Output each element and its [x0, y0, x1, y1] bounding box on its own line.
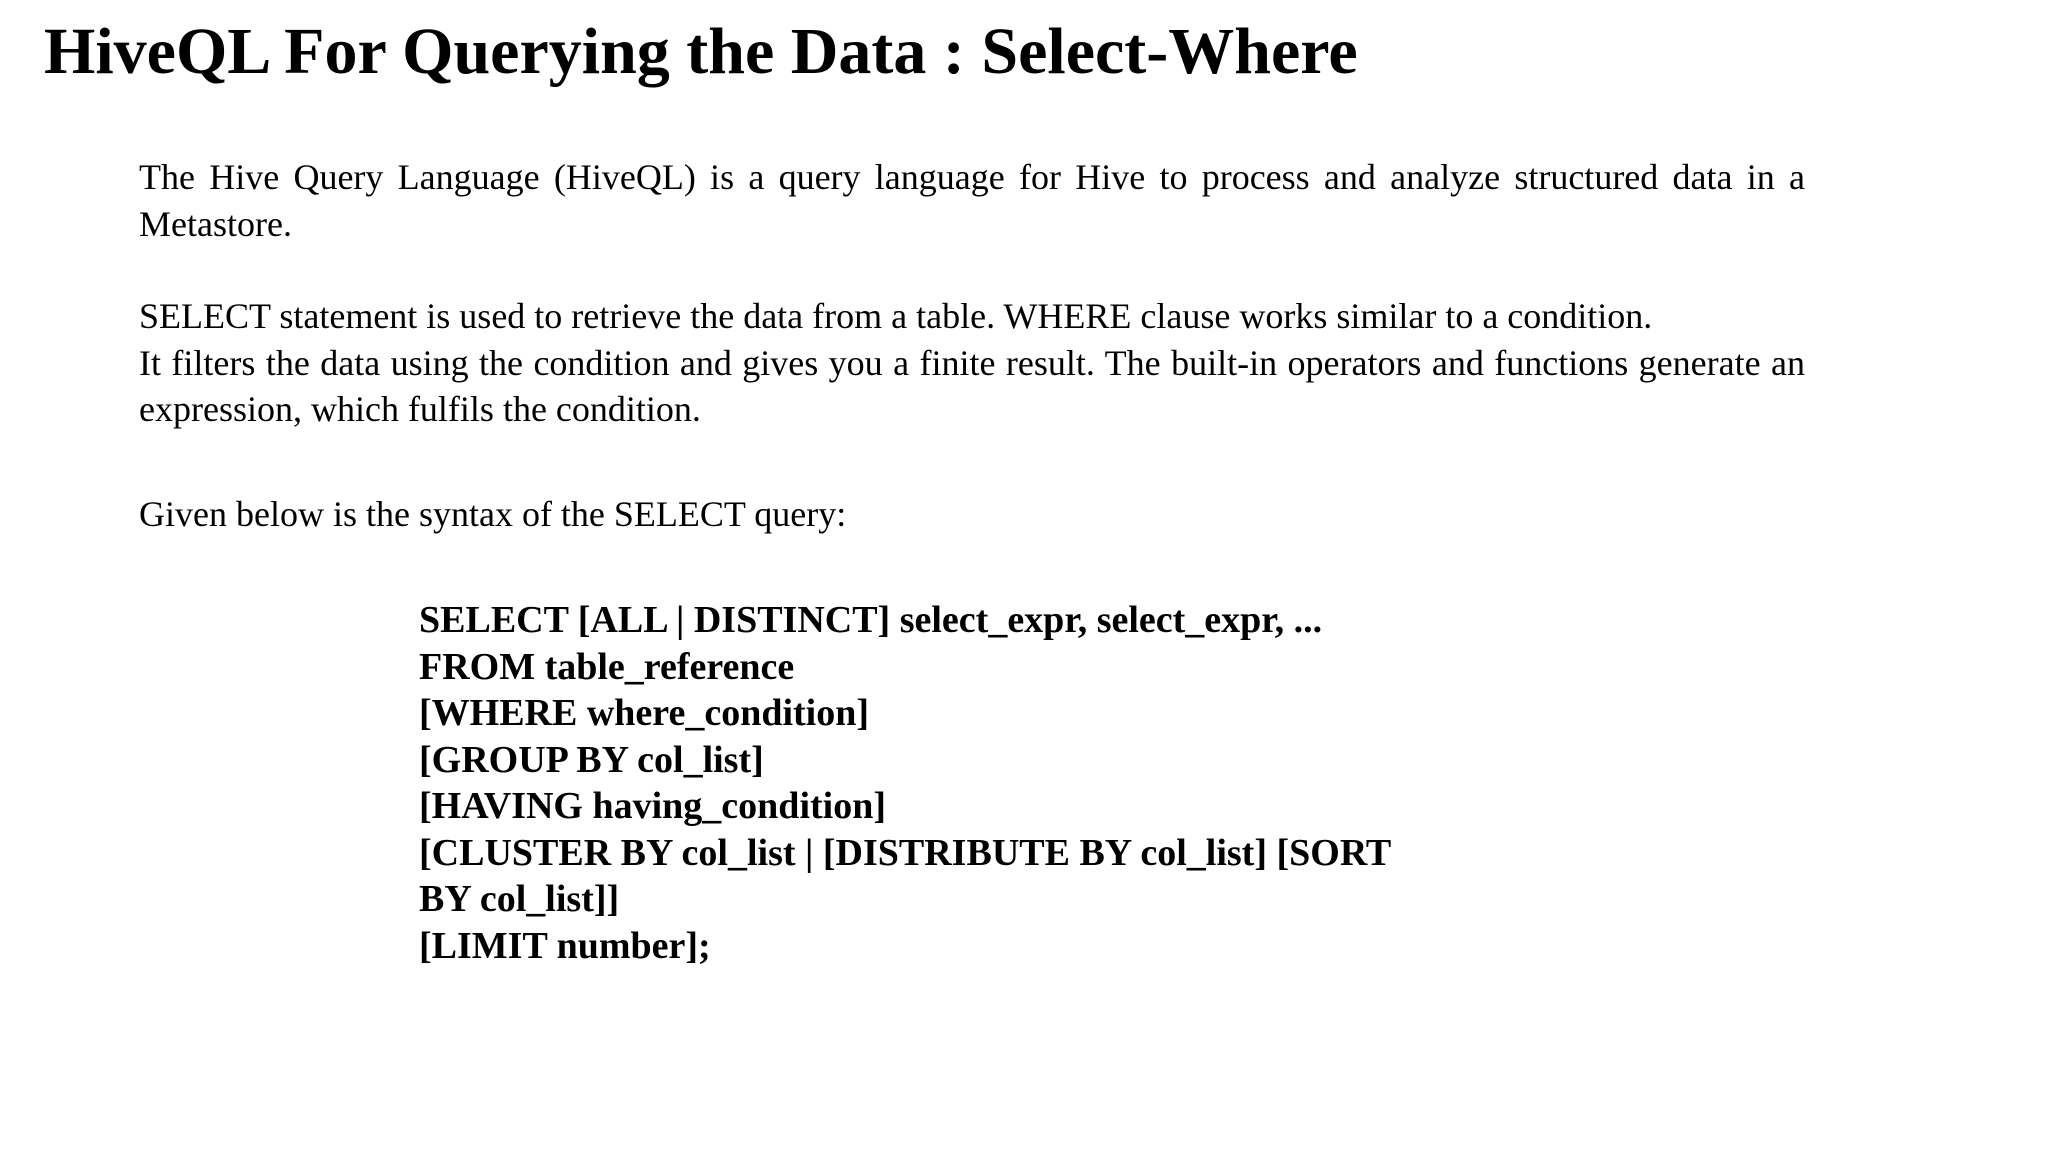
- syntax-line-where: [WHERE where_condition]: [419, 692, 870, 734]
- syntax-line-from: FROM table_reference: [419, 645, 795, 688]
- select-where-paragraph: [139, 293, 1805, 433]
- syntax-line-sort-by: BY col_list]]: [419, 878, 620, 920]
- intro-paragraph: The Hive Query Language (HiveQL) is a query language for Hive to process and analyze structured data in a Metastore.: [139, 157, 1805, 244]
- syntax-line-cluster-by: [CLUSTER BY col_list | [DISTRIBUTE BY col_list] [SORT: [419, 831, 1392, 874]
- select-where-sentence-1: SELECT statement is used to retrieve the data from a table. WHERE clause works similar to a condition.: [139, 296, 1653, 336]
- slide-body: [139, 154, 1805, 537]
- syntax-line-limit: [LIMIT number];: [419, 924, 711, 967]
- select-where-sentence-2: It filters the data using the condition and gives you a finite result. The built-in operators and functions generate an expression, which fulfils the condition.: [139, 342, 1805, 429]
- slide-title: HiveQL For Querying the Data : Select-Where: [44, 15, 1358, 88]
- syntax-intro-paragraph: Given below is the syntax of the SELECT query:: [139, 493, 847, 534]
- syntax-line-having: [HAVING having_condition]: [419, 785, 887, 827]
- select-syntax-block: [419, 597, 1391, 969]
- syntax-line-group-by: [GROUP BY col_list]: [419, 738, 764, 781]
- syntax-line-select: SELECT [ALL | DISTINCT] select_expr, select_expr, ...: [419, 599, 1323, 641]
